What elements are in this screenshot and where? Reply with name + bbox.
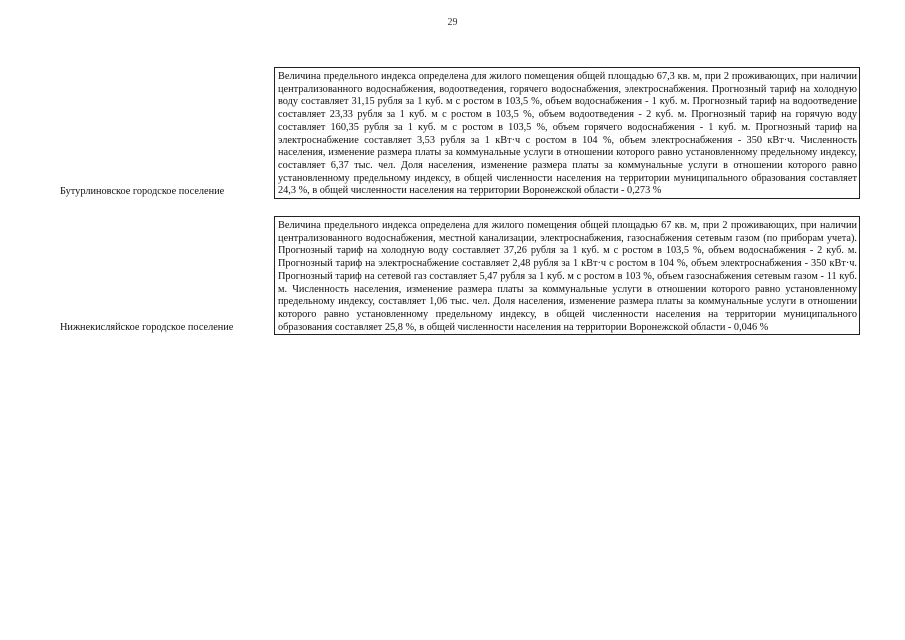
municipality-name: Бутурлиновское городское поселение xyxy=(60,185,225,197)
municipality-index-table xyxy=(60,67,860,335)
index-description: Величина предельного индекса определена для жилого помещения общей площадью 67 кв. м, при 2 проживающих, при наличии централизованного водоснабжения, местной канализации, электроснабжения, газоснабжения сетевым газом (по приборам учета). Прогнозный тариф на холодную воду составляет 37,26 рубля за 1 куб. м с ростом в 103,5 %, объем водоснабжения - 2 куб. м. Прогнозный тариф на электроснабжение составляет 2,48 рубля за 1 кВт·ч с ростом в 104 %, объем электроснабжения - 350 кВт·ч. Прогнозный тариф на сетевой газ составляет 5,47 рубля за 1 куб. м с ростом в 103 %, объем газоснабжения сетевым газом - 11 куб. м. Численность населения, изменение размера платы за коммунальные услуги в отношении которого равно установленному предельному индексу, составляет 1,06 тыс. чел. Доля населения, изменение размера платы за коммунальные услуги в отношении которого равно установленному предельному индексу, в общей численности населения на территории муниципального образования составляет 25,8 %, в общей численности населения на территории Воронежской области - 0,046 % xyxy=(275,217,860,335)
municipality-name: Нижнекисляйское городское поселение xyxy=(60,321,234,333)
table-row xyxy=(60,68,860,199)
row-spacer xyxy=(60,199,860,217)
table-row xyxy=(60,217,860,335)
page-number: 29 xyxy=(447,17,458,28)
index-description: Величина предельного индекса определена для жилого помещения общей площадью 67,3 кв. м, при 2 проживающих, при наличии централизованного водоснабжения, водоотведения, горячего водоснабжения, электроснабжения. Прогнозный тариф на холодную воду составляет 31,15 рубля за 1 куб. м с ростом в 103,5 %, объем водоснабжения - 1 куб. м. Прогнозный тариф на водоотведение составляет 23,33 рубля за 1 куб. м с ростом в 103,5 %, объем водоотведения - 2 куб. м. Прогнозный тариф на горячую воду составляет 160,35 рубля за 1 куб. м с ростом в 103,5 %, объем горячего водоснабжения - 1 куб. м. Прогнозный тариф на электроснабжение составляет 3,53 рубля за 1 кВт·ч с ростом в 104 %, объем электроснабжения - 350 кВт·ч. Численность населения, изменение размера платы за коммунальные услуги в отношении которого равно установленному предельному индексу, составляет 6,37 тыс. чел. Доля населения, изменение размера платы за коммунальные услуги в отношении которого равно установленному предельному индексу, в общей численности населения на территории муниципального образования составляет 24,3 %, в общей численности населения на территории Воронежской области - 0,273 % xyxy=(275,68,860,199)
